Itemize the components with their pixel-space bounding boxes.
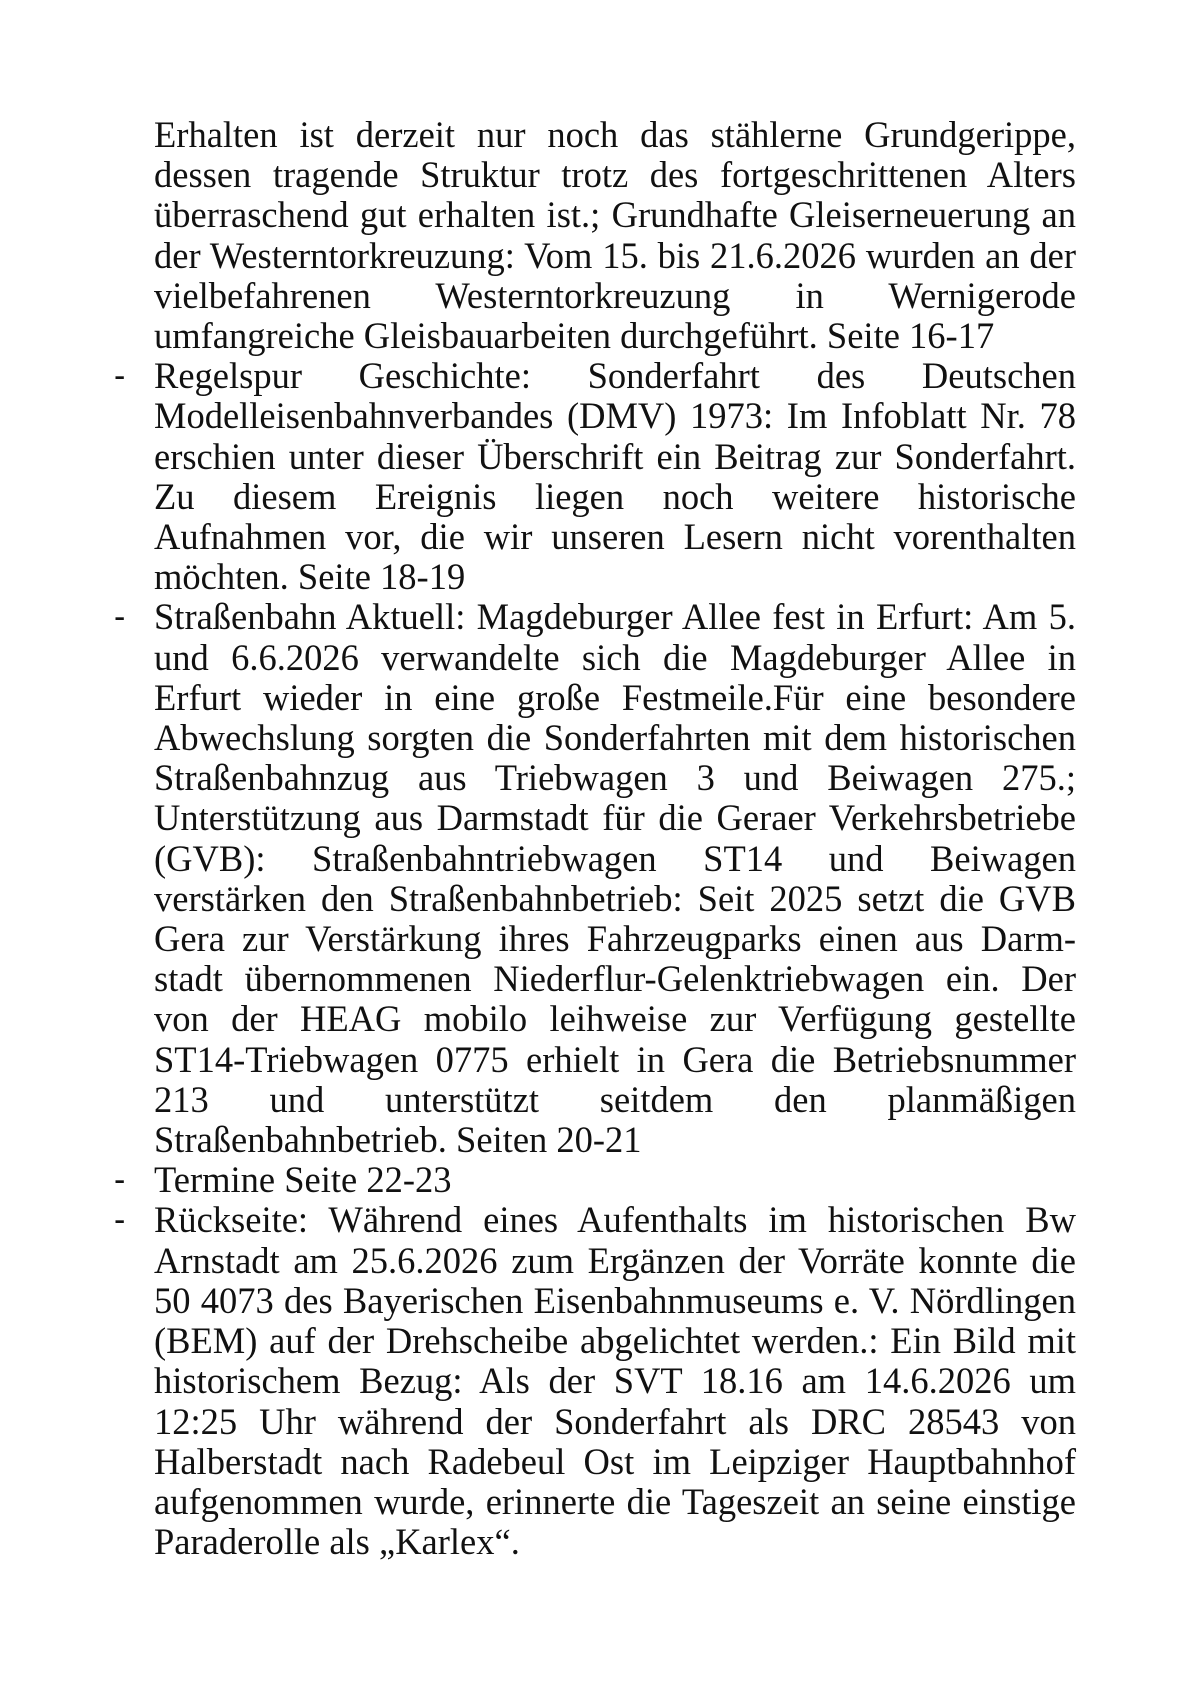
list-item bbox=[114, 1199, 1076, 1563]
list-item bbox=[114, 355, 1076, 598]
list-item bbox=[114, 1159, 1076, 1201]
continuation-paragraph: Erhalten ist derzeit nur noch das stählerne Grundgerippe, dessen tragende Struktur trotz des fortgeschrittenen Alters überraschend gut erhalten ist.; Grundhafte Gleiserneuerung an der Westerntorkreuzung: Vom 15. bis 21.6.2026 wurden an der vielbefahrenen Westerntorkreuzung in Wernigerode umfangreiche Gleisbauarbeiten durchgeführt. Seite 16-17 bbox=[154, 114, 1076, 357]
list-item-text: Termine Seite 22-23 bbox=[154, 1159, 452, 1201]
bullet-dash: - bbox=[114, 1201, 126, 1240]
list-item bbox=[114, 596, 1076, 1161]
list-item-text: Rückseite: Während eines Aufenthalts im historischen Bw Arnstadt am 25.6.2026 zum Ergänzen der Vorräte konnte die 50 4073 des Bayerischen Eisenbahnmuseums e. V. Nördlingen (BEM) auf der Drehscheibe abgelichtet werden.: Ein Bild mit historischem Bezug: Als der SVT 18.16 am 14.6.2026 um 12:25 Uhr während der Sonderfahrt als DRC 28543 von Halberstadt nach Radebeul Ost im Leipziger Hauptbahnhof aufgenommen wurde, erinnerte die Tageszeit an seine einstige Paraderolle als „Karlex“. bbox=[154, 1199, 1076, 1563]
page-content bbox=[114, 114, 1076, 1563]
bullet-dash: - bbox=[114, 1161, 126, 1200]
bullet-dash: - bbox=[114, 598, 126, 637]
bullet-dash: - bbox=[114, 357, 126, 396]
list-item-text: Straßenbahn Aktuell: Magdeburger Allee fest in Erfurt: Am 5. und 6.6.2026 verwandelte sich die Magdeburger Allee in Erfurt wieder in eine große Festmeile.Für eine besondere Abwechslung sorgten die Sonderfahrten mit dem historischen Straßenbahnzug aus Triebwagen 3 und Beiwagen 275.; Unterstützung aus Darmstadt für die Geraer Verkehrsbetriebe (GVB): Straßenbahntriebwagen ST14 und Beiwagen verstärken den Straßenbahnbetrieb: Seit 2025 setzt die GVB Gera zur Verstärkung ihres Fahrzeugparks einen aus Darmstadt übernommenen Niederflur-Gelenktriebwagen ein. Der von der HEAG mobilo leihweise zur Verfügung gestellte ST14-Triebwagen 0775 erhielt in Gera die Betriebsnummer 213 und unterstützt seitdem den planmäßigen Straßenbahnbetrieb. Seiten 20-21 bbox=[154, 596, 1076, 1161]
list-item-text: Regelspur Geschichte: Sonderfahrt des Deutschen Modelleisenbahnverbandes (DMV) 1973: Im Infoblatt Nr. 78 erschien unter dieser Überschrift ein Beitrag zur Sonderfahrt. Zu diesem Ereignis liegen noch weitere historische Aufnahmen vor, die wir unseren Lesern nicht vorenthalten möchten. Seite 18-19 bbox=[154, 355, 1076, 598]
